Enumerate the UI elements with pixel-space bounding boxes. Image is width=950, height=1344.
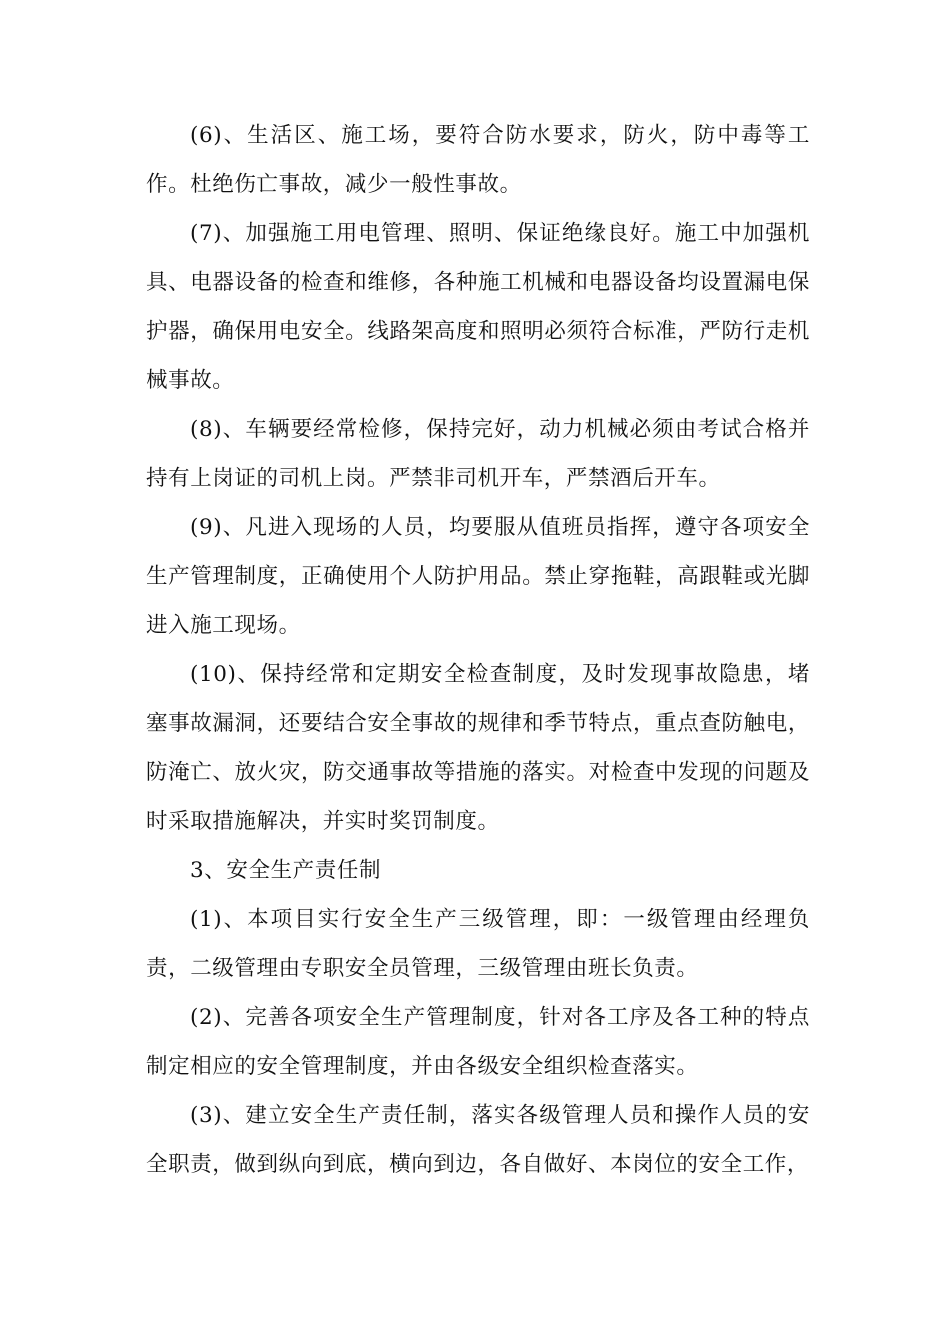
paragraph-item-6: (6)、生活区、施工场，要符合防水要求，防火，防中毒等工作。杜绝伤亡事故，减少一般性事故。 — [146, 123, 810, 197]
paragraph-item-9: (9)、凡进入现场的人员，均要服从值班员指挥，遵守各项安全生产管理制度，正确使用个人防护用品。禁止穿拖鞋，高跟鞋或光脚进入施工现场。 — [146, 515, 810, 638]
paragraph-item-3: (3)、建立安全生产责任制，落实各级管理人员和操作人员的安全职责，做到纵向到底，横向到边，各自做好、本岗位的安全工作， — [146, 1103, 810, 1177]
paragraph-item-8: (8)、车辆要经常检修，保持完好，动力机械必须由考试合格并持有上岗证的司机上岗。严禁非司机开车，严禁酒后开车。 — [146, 417, 810, 491]
section-heading-responsibility: 3、安全生产责任制 — [190, 858, 382, 883]
document-page — [146, 111, 810, 1189]
paragraph-item-10: (10)、保持经常和定期安全检查制度，及时发现事故隐患，堵塞事故漏洞，还要结合安全事故的规律和季节特点，重点查防触电，防淹亡、放火灾，防交通事故等措施的落实。对检查中发现的问题及时采取措施解决，并实时奖罚制度。 — [146, 662, 810, 834]
paragraph-item-2: (2)、完善各项安全生产管理制度，针对各工序及各工种的特点制定相应的安全管理制度，并由各级安全组织检查落实。 — [146, 1005, 810, 1079]
paragraph-item-7: (7)、加强施工用电管理、照明、保证绝缘良好。施工中加强机具、电器设备的检查和维修，各种施工机械和电器设备均设置漏电保护器，确保用电安全。线路架高度和照明必须符合标准，严防行走机械事故。 — [146, 221, 810, 393]
paragraph-item-1: (1)、本项目实行安全生产三级管理，即：一级管理由经理负责，二级管理由专职安全员管理，三级管理由班长负责。 — [146, 907, 810, 981]
